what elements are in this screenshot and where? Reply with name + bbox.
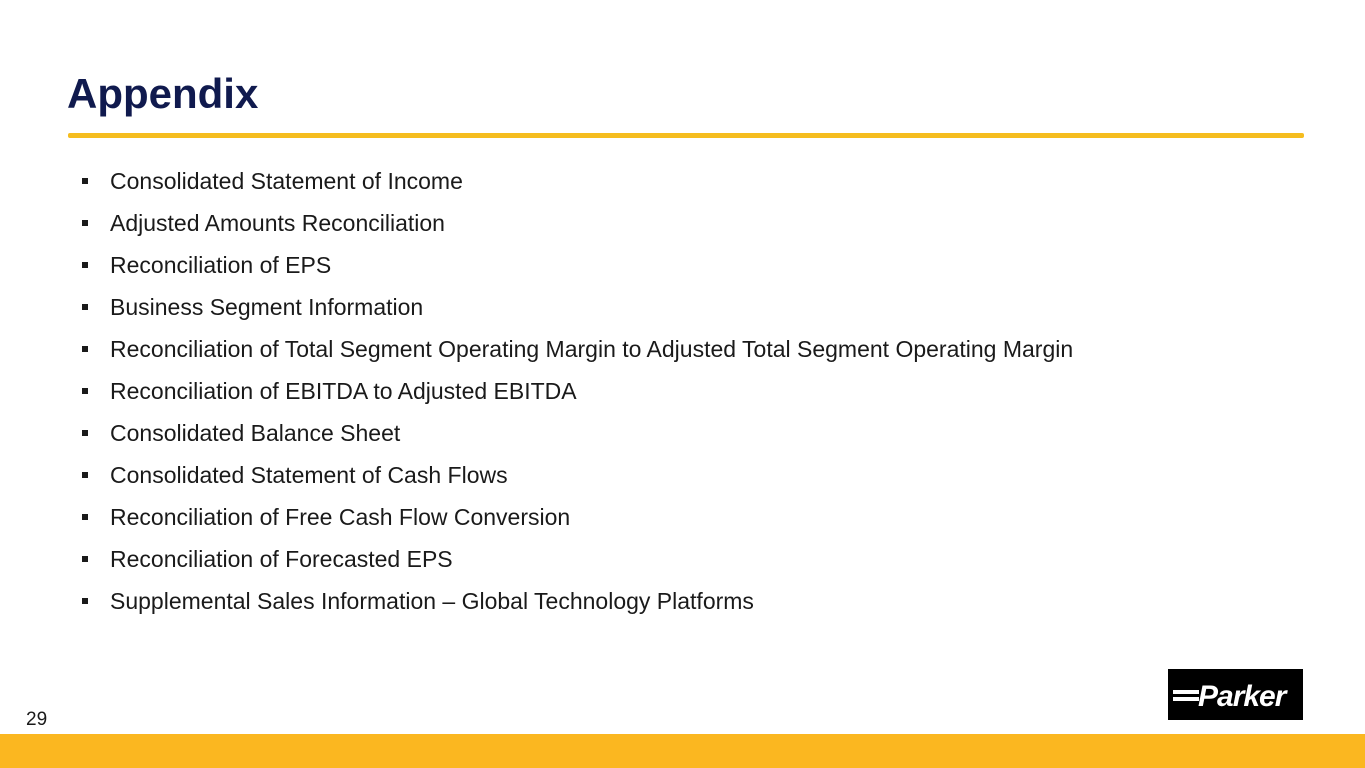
list-item-label: Consolidated Balance Sheet xyxy=(110,420,401,446)
list-item xyxy=(80,334,1120,364)
title-underline xyxy=(68,133,1304,138)
parker-logo xyxy=(1168,669,1303,720)
bullet-icon xyxy=(82,178,88,184)
bullet-icon xyxy=(82,514,88,520)
list-item-label: Consolidated Statement of Income xyxy=(110,168,463,194)
list-item xyxy=(80,586,1120,616)
list-item xyxy=(80,418,1120,448)
list-item xyxy=(80,292,1120,322)
footer-bar xyxy=(0,734,1365,768)
logo-wordmark: Parker xyxy=(1198,680,1286,713)
list-item xyxy=(80,166,1120,196)
list-item xyxy=(80,544,1120,574)
list-item xyxy=(80,250,1120,280)
list-item-label: Reconciliation of EPS xyxy=(110,252,332,278)
list-item-label: Reconciliation of Free Cash Flow Conversion xyxy=(110,504,571,530)
list-item-label: Reconciliation of EBITDA to Adjusted EBITDA xyxy=(110,378,577,404)
slide-title: Appendix xyxy=(67,70,259,117)
bullet-icon xyxy=(82,304,88,310)
list-item xyxy=(80,502,1120,532)
list-item-label: Supplemental Sales Information – Global Technology Platforms xyxy=(110,588,754,614)
list-item-label: Business Segment Information xyxy=(110,294,424,320)
bullet-icon xyxy=(82,556,88,562)
bullet-icon xyxy=(82,430,88,436)
list-item-label: Consolidated Statement of Cash Flows xyxy=(110,462,508,488)
bullet-icon xyxy=(82,388,88,394)
bullet-icon xyxy=(82,346,88,352)
bullet-icon xyxy=(82,262,88,268)
bullet-icon xyxy=(82,220,88,226)
appendix-list xyxy=(80,166,1120,628)
list-item-label: Reconciliation of Total Segment Operating Margin to Adjusted Total Segment Operating Margin xyxy=(110,336,1074,362)
bullet-icon xyxy=(82,472,88,478)
list-item xyxy=(80,376,1120,406)
list-item-label: Adjusted Amounts Reconciliation xyxy=(110,210,445,236)
list-item xyxy=(80,460,1120,490)
list-item-label: Reconciliation of Forecasted EPS xyxy=(110,546,453,572)
list-item xyxy=(80,208,1120,238)
page-number: 29 xyxy=(26,709,48,730)
parker-logo-icon xyxy=(1168,669,1303,720)
bullet-icon xyxy=(82,598,88,604)
